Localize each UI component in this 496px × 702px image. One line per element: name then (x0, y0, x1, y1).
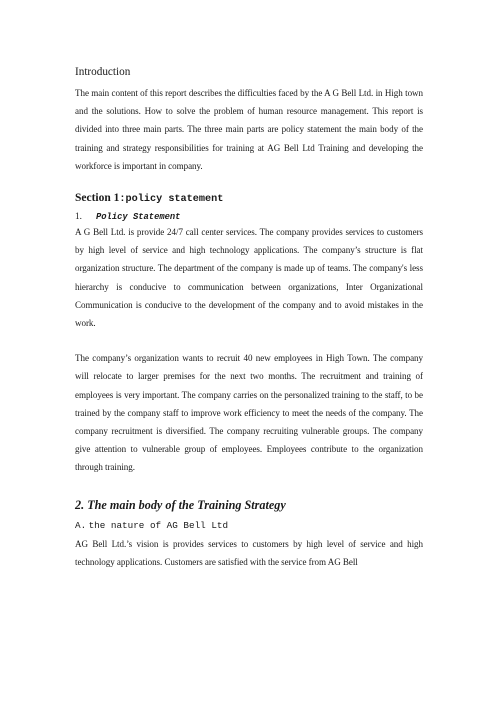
nature-subheading-title: the nature of AG Bell Ltd (88, 519, 229, 531)
training-strategy-heading: 2. The main body of the Training Strategy (75, 497, 286, 512)
policy-statement-paragraph-1: A G Bell Ltd. is provide 24/7 call center services. The company provides services to customers by high level of service and high technology applications. The company’s structure is flat organization structure. The department of the company is made up of teams. The company's less hierarchy is conducive to communication between organizations, Inter Organizational Communication is conducive to the development of the company and to avoid mistakes in the work. (75, 227, 423, 329)
introduction-paragraph: The main content of this report describes the difficulties faced by the A G Bell Ltd. in High town and the solutions. How to solve the problem of human resource management. This report is divided into three main parts. The three main parts are policy statement the main body of the training and strategy responsibilities for training at AG Bell Ltd Training and developing the workforce is important in company. (75, 88, 423, 171)
nature-subheading-letter: A. (75, 519, 87, 531)
section-1-heading-title: :policy statement (119, 194, 224, 206)
paragraph-spacer (75, 332, 423, 349)
nature-paragraph: AG Bell Ltd.’s vision is provides services to customers by high level of service and high technology applications. Customers are satisfied with the service from AG Bell (75, 538, 423, 567)
section-1-heading (75, 190, 423, 208)
policy-statement-subheading (75, 210, 423, 223)
policy-statement-number: 1. (75, 211, 82, 222)
section-1-heading-prefix: Section (75, 192, 111, 205)
policy-statement-title: Policy Statement (96, 212, 181, 223)
section-1-heading-number: 1 (113, 192, 120, 205)
policy-statement-paragraph-2: The company’s organization wants to recruit 40 new employees in High Town. The company will relocate to larger premises for the next two months. The recruitment and training of employees is very important. The company carries on the personalized training to the staff, to be trained by the company staff to improve work efficiency to meet the needs of the company. The company recruitment is diversified. The company recruiting vulnerable groups. The company give attention to vulnerable group of employees. Employees contribute to the organization through training. (75, 353, 423, 473)
nature-subheading (75, 519, 423, 533)
introduction-heading: Introduction (75, 66, 131, 78)
document-body (75, 65, 423, 571)
